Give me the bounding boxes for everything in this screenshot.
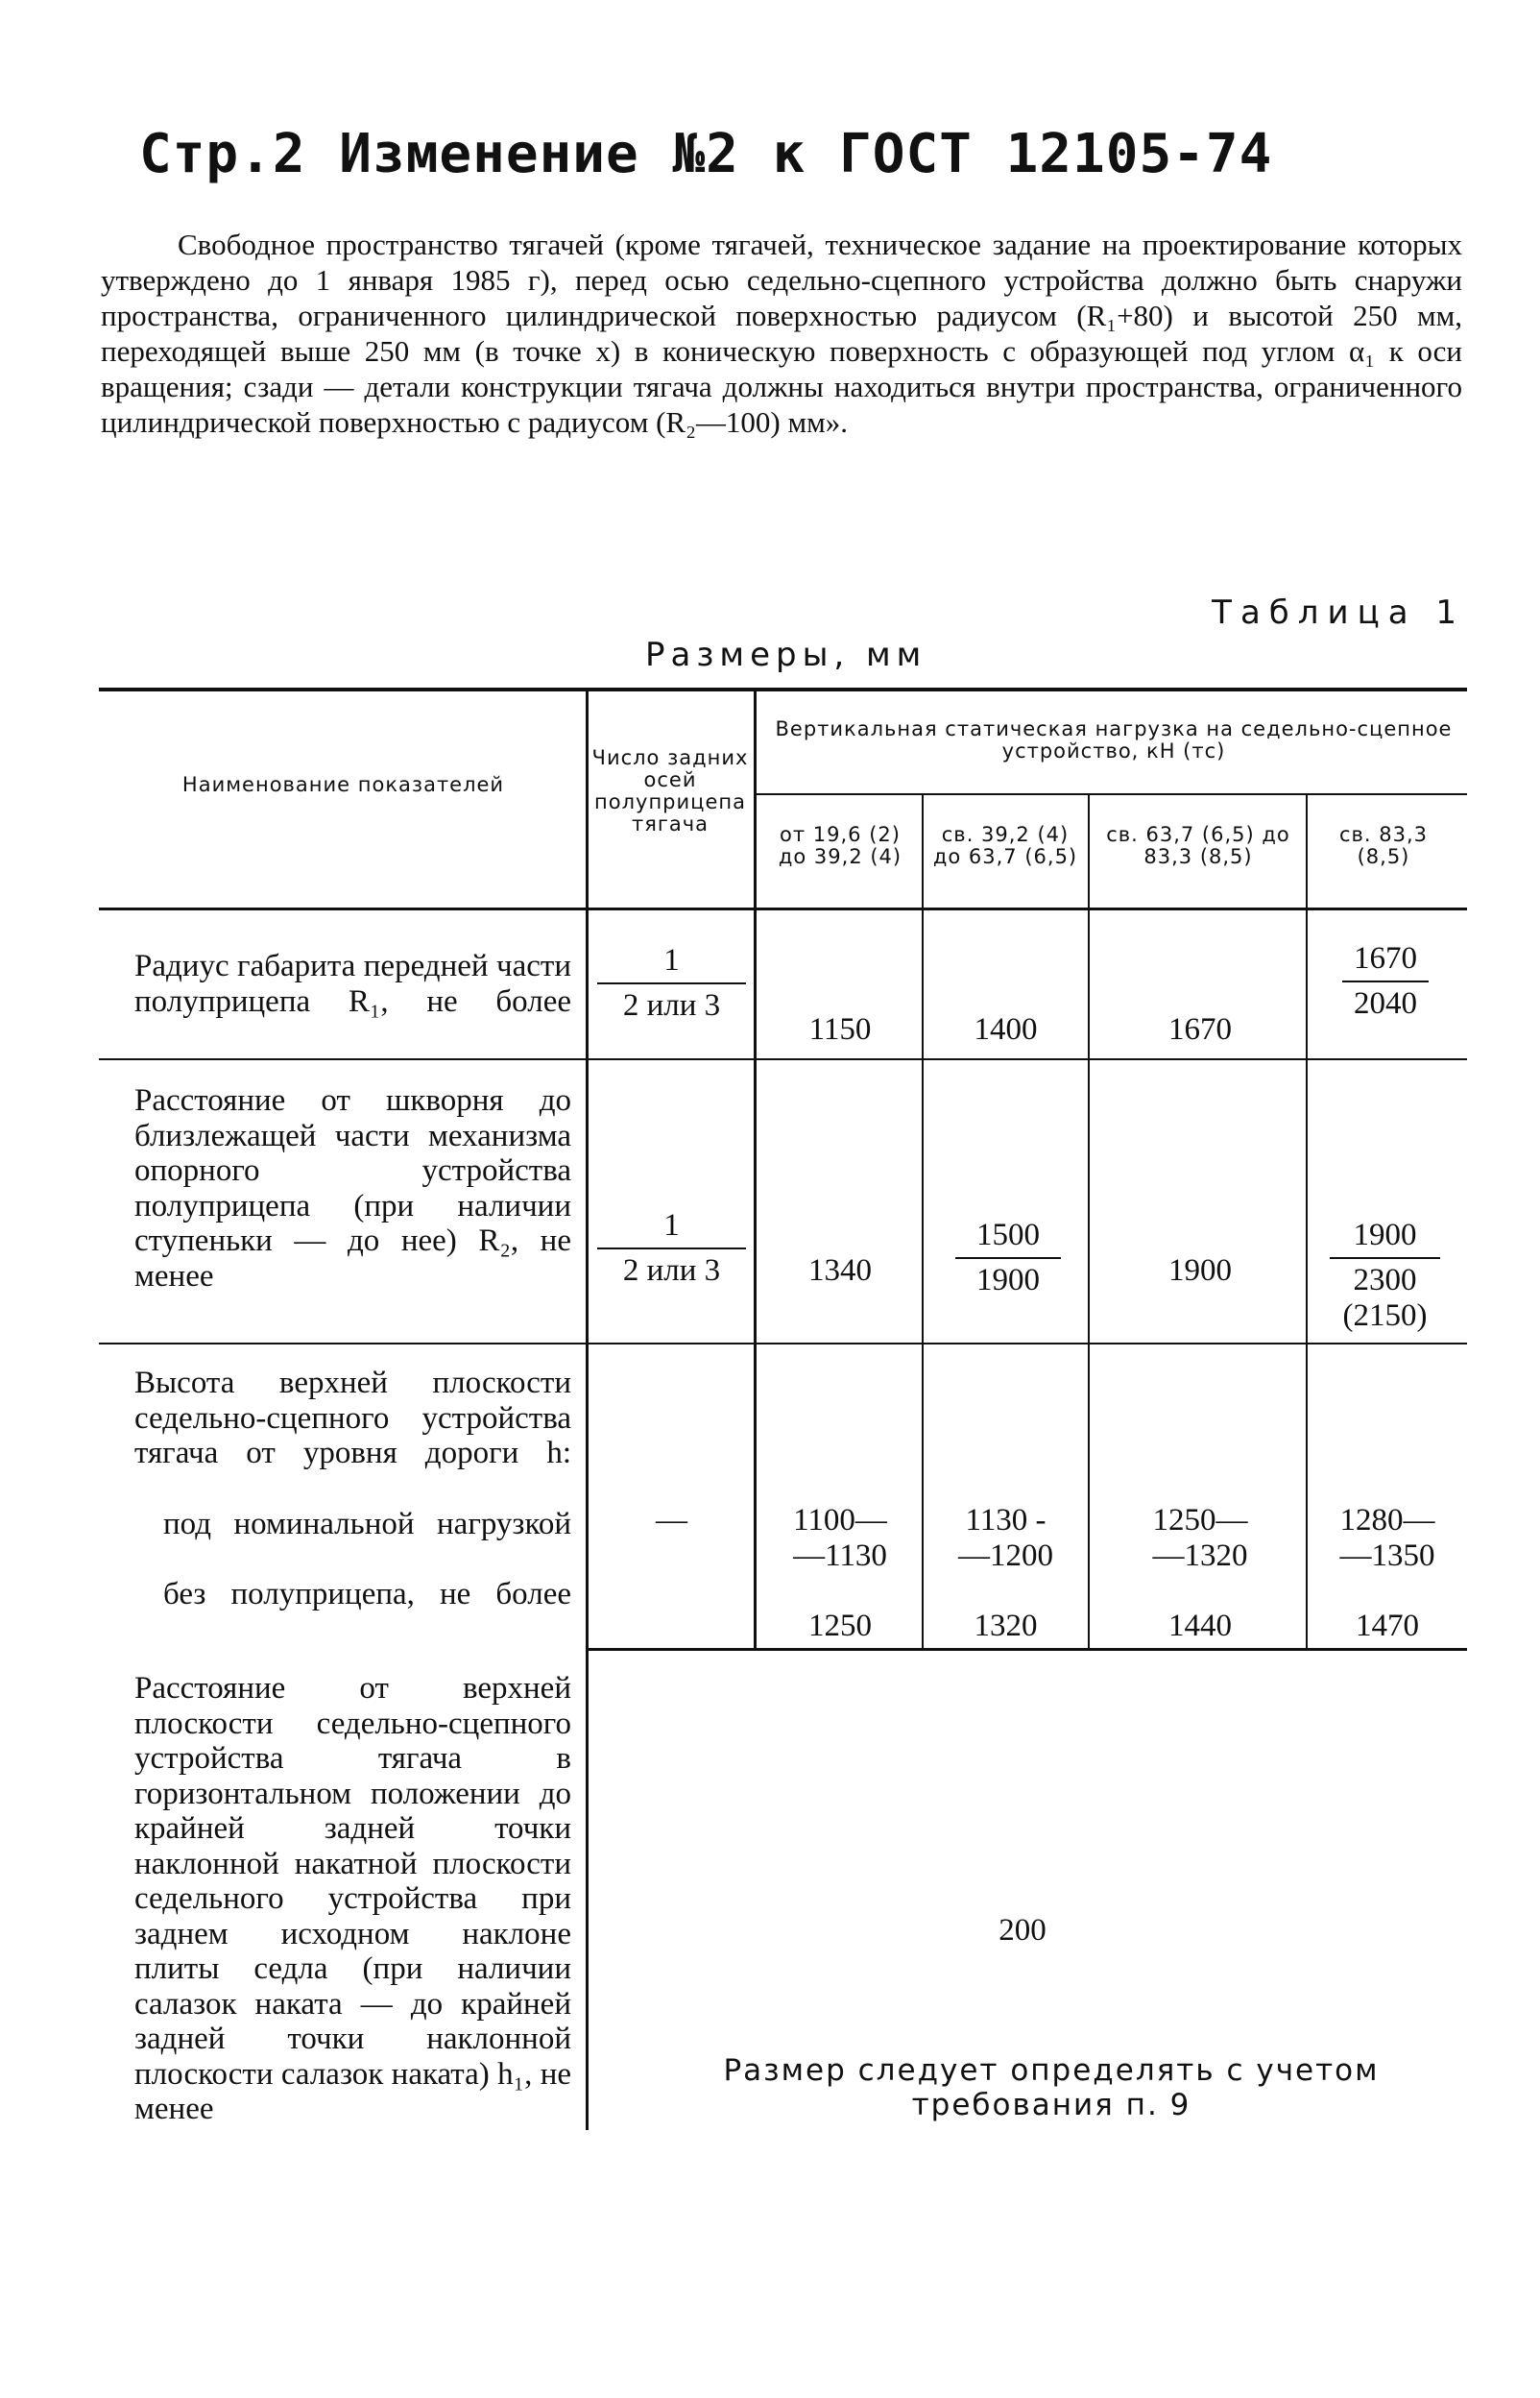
- row3-c2-c: 1320: [974, 1609, 1038, 1643]
- header-name: Наименование показателей: [181, 773, 505, 796]
- header-load: Вертикальная статическая нагрузка на седельно-сцепное устройство, кН (тс): [775, 717, 1453, 763]
- page-heading: Стр.2 Изменение №2 к ГОСТ 12105-74: [139, 123, 1273, 185]
- row1-bottom-rule: [99, 1058, 1467, 1060]
- row3-c3-a: 1250—: [1152, 1503, 1248, 1538]
- row2-c1: 1340: [808, 1253, 872, 1288]
- row1-axles: [597, 943, 746, 1024]
- row1-c3: 1670: [1168, 1012, 1232, 1047]
- header-axles: Число задних осей полуприцепа тягача: [591, 746, 749, 836]
- row1-axles-top: 1: [663, 943, 680, 978]
- row2-c4-top: 1900: [1353, 1218, 1417, 1252]
- row3-label-main: Высота верхней плоскости седельно-сцепного устройства тягача от уровня дороги h:: [134, 1366, 571, 1470]
- row2-c2-top: 1500: [976, 1218, 1040, 1252]
- row2-axles-bar: [597, 1247, 746, 1249]
- row1-label: Радиус габарита передней части полуприцепа R₁, не более: [134, 949, 571, 1019]
- row2-c3: 1900: [1168, 1253, 1232, 1288]
- row3-c1-b: —1130: [793, 1538, 887, 1573]
- row1-axles-bar: [597, 982, 746, 984]
- row1-c4-top: 1670: [1354, 941, 1417, 976]
- col-divider-4: [1088, 795, 1090, 1648]
- row4-note: Размер следует определять с учетом требования п. 9: [723, 2053, 1380, 2122]
- row2-c4-bottom: 2300: [1353, 1263, 1417, 1297]
- row3-axles: —: [656, 1503, 687, 1538]
- row2-c4-bar: [1330, 1257, 1440, 1259]
- row3-label-sub2: без полуприцепа, не более: [163, 1577, 571, 1611]
- row2-c4-extra: (2150): [1342, 1298, 1428, 1333]
- header-load-col-4: св. 83,3 (8,5): [1338, 823, 1429, 868]
- row2-c2: [955, 1218, 1061, 1298]
- row3-bottom-rule: [586, 1648, 1467, 1651]
- row1-c4-bar: [1342, 981, 1429, 982]
- row1-c4: [1342, 941, 1429, 1022]
- row2-c2-bar: [955, 1257, 1061, 1259]
- row3-c4-c: 1470: [1356, 1609, 1419, 1643]
- row1-c4-bottom: 2040: [1354, 986, 1417, 1021]
- col-divider-3: [922, 795, 924, 1648]
- table-label: Таблица 1: [1212, 593, 1465, 632]
- row3-c2-a: 1130 -: [965, 1503, 1047, 1538]
- row2-axles-bottom: 2 или 3: [622, 1253, 721, 1288]
- col-divider-1: [586, 690, 589, 2130]
- row3-c4-a: 1280—: [1339, 1503, 1435, 1538]
- row2-axles: [597, 1208, 746, 1289]
- row2-label: Расстояние от шкворня до близлежащей части механизма опорного устройства полуприцепа (при наличии ступеньки — до нее) R₂, не менее: [134, 1083, 571, 1294]
- row3-c4-b: —1350: [1339, 1538, 1435, 1573]
- header-load-col-2: св. 39,2 (4) до 63,7 (6,5): [932, 823, 1078, 868]
- header-load-col-1: от 19,6 (2) до 39,2 (4): [778, 823, 902, 868]
- row3-c1-c: 1250: [808, 1609, 872, 1643]
- header-sub-rule: [754, 793, 1467, 795]
- row3-c2-b: —1200: [958, 1538, 1053, 1573]
- row2-c4: [1330, 1218, 1440, 1334]
- table-top-rule: [99, 688, 1467, 691]
- row3-label-sub1: под номинальной нагрузкой: [163, 1507, 571, 1541]
- row2-c2-bottom: 1900: [976, 1263, 1040, 1297]
- row3-c1-a: 1100—: [793, 1503, 887, 1538]
- row1-axles-bottom: 2 или 3: [622, 988, 721, 1023]
- units-caption: Размеры, мм: [645, 636, 927, 674]
- row4-label: Расстояние от верхней плоскости седельно-сцепного устройства тягача в горизонтальном положении до крайней задней точки наклонной накатной плоскости седельного устройства при заднем исходном наклоне плиты седла (при наличии салазок наката — до крайней задней точки наклонной плоскости салазок наката) h₁, не менее: [134, 1671, 571, 2126]
- intro-paragraph: Свободное пространство тягачей (кроме тягачей, техническое задание на проектирование которых утверждено до 1 января 1985 г), перед осью седельно-сцепного устройства должно быть снаружи пространства, ограниченного цилиндрической поверхностью радиусом (R₁+80) и высотой 250 мм, переходящей выше 250 мм (в точке x) в коническую поверхность с образующей под углом α₁ к оси вращения; сзади — детали конструкции тягача должны находиться внутри пространства, ограниченного цилиндрической поверхностью с радиусом (R₂—100) мм».: [101, 228, 1462, 439]
- row1-c2: 1400: [974, 1012, 1038, 1047]
- col-divider-2: [754, 690, 757, 1648]
- row2-bottom-rule: [99, 1343, 1467, 1344]
- row2-axles-top: 1: [663, 1208, 680, 1243]
- row3-c3-b: —1320: [1152, 1538, 1248, 1573]
- row1-c1: 1150: [808, 1012, 872, 1047]
- row3-c3-c: 1440: [1168, 1609, 1232, 1643]
- header-bottom-rule: [99, 908, 1467, 910]
- row4-value: 200: [999, 1913, 1047, 1948]
- header-load-col-3: св. 63,7 (6,5) до 83,3 (8,5): [1106, 823, 1290, 868]
- col-divider-5: [1306, 795, 1308, 1648]
